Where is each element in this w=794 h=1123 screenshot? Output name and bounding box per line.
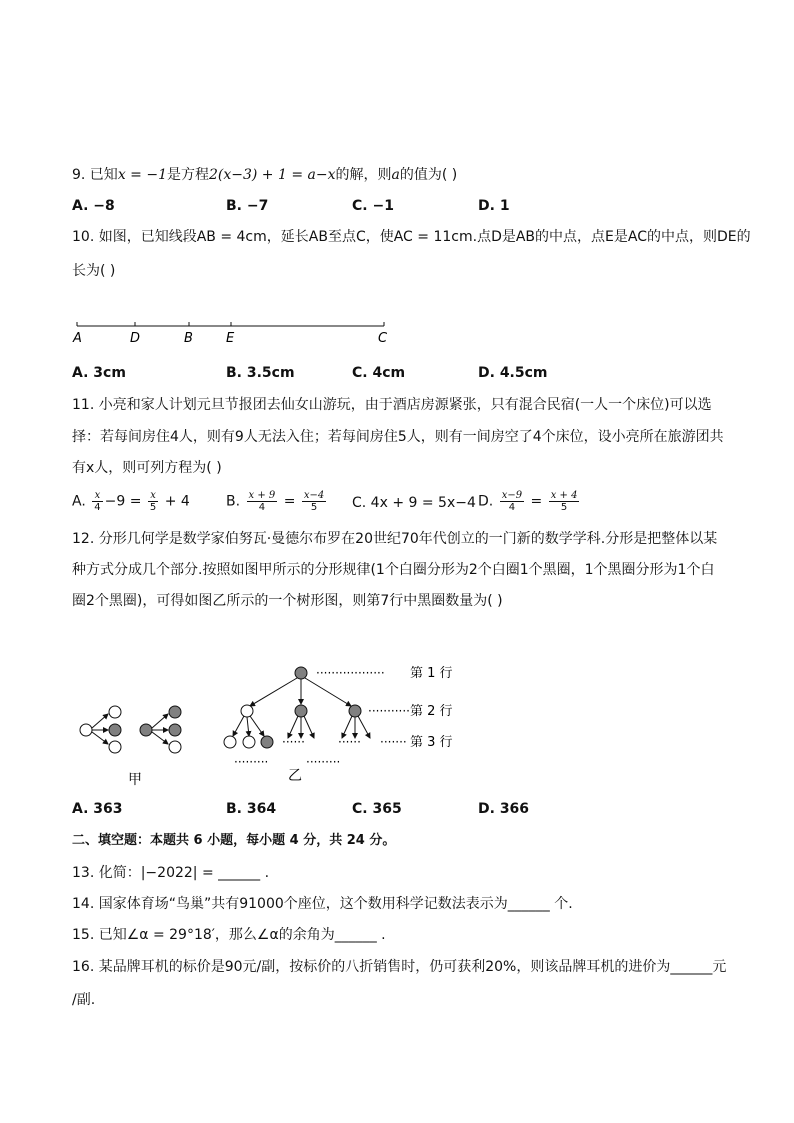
dark-circle bbox=[295, 705, 307, 717]
q12-stem-line1: 12. 分形几何学是数学家伯努瓦·曼德尔布罗在20世纪70年代创立的一门新的数学学科.分形是把整体以某 bbox=[72, 531, 718, 547]
q9-option-c[interactable]: C. −1 bbox=[352, 198, 394, 214]
white-circle bbox=[169, 741, 181, 753]
svg-text:·········: ········· bbox=[306, 755, 341, 769]
q15-stem: 15. 已知∠α = 29°18′，那么∠α的余角为______ . bbox=[72, 927, 386, 943]
section-2-heading: 二、填空题：本题共 6 小题，每小题 4 分，共 24 分。 bbox=[72, 833, 396, 848]
dark-circle bbox=[295, 667, 307, 679]
q11-stem-line1: 11. 小亮和家人计划元旦节报团去仙女山游玩，由于酒店房源紧张，只有混合民宿(一人一个床位)可以选 bbox=[72, 397, 712, 413]
svg-text:···········: ··········· bbox=[368, 704, 410, 718]
q10-option-c[interactable]: C. 4cm bbox=[352, 365, 406, 381]
q9-stem: 9. 已知x = −1是方程2(x−3) + 1 = a−x的解，则a的值为( ) bbox=[72, 167, 458, 183]
svg-text:······: ······ bbox=[282, 735, 305, 749]
q10-segment-figure bbox=[70, 316, 400, 348]
q10-option-a[interactable]: A. 3cm bbox=[72, 365, 126, 381]
white-circle bbox=[80, 724, 92, 736]
q9-equation: 2(x−3) + 1 = a−x bbox=[208, 167, 336, 183]
dark-circle bbox=[140, 724, 152, 736]
fig-label-jia: 甲 bbox=[128, 772, 142, 788]
dark-circle bbox=[169, 724, 181, 736]
dark-circle bbox=[261, 736, 273, 748]
row-label-1: 第 1 行 bbox=[410, 666, 453, 681]
q9-option-b[interactable]: B. −7 bbox=[226, 198, 269, 214]
row-label-3: 第 3 行 bbox=[410, 735, 453, 750]
dark-circle bbox=[169, 706, 181, 718]
point-label-e: E bbox=[226, 331, 235, 346]
q11-option-c[interactable]: C. 4x + 9 = 5x−4 bbox=[352, 495, 476, 511]
q12-stem-line2: 种方式分成几个部分.按照如图甲所示的分形规律(1个白圈分形为2个白圈1个黑圈，1个黑圈分形为1个白 bbox=[72, 562, 715, 578]
q12-figure-yi bbox=[220, 658, 460, 786]
q12-option-a[interactable]: A. 363 bbox=[72, 801, 123, 817]
q12-stem-line3: 圈2个黑圈)，可得如图乙所示的一个树形图，则第7行中黑圈数量为( ) bbox=[72, 593, 503, 609]
q9-option-d[interactable]: D. 1 bbox=[478, 198, 510, 214]
q11-stem-line2: 择：若每间房住4人，则有9人无法入住；若每间房住5人，则有一间房空了4个床位，设小亮所在旅游团共 bbox=[72, 429, 724, 445]
row-label-2: 第 2 行 bbox=[410, 704, 453, 719]
q12-option-d[interactable]: D. 366 bbox=[478, 801, 530, 817]
white-circle bbox=[224, 736, 236, 748]
q9-condition: x = −1 bbox=[117, 167, 167, 183]
point-label-b: B bbox=[184, 331, 193, 346]
q13-stem: 13. 化简：|−2022| = ______ . bbox=[72, 865, 270, 881]
white-circle bbox=[109, 741, 121, 753]
q12-option-c[interactable]: C. 365 bbox=[352, 801, 402, 817]
dark-circle bbox=[349, 705, 361, 717]
svg-text:·········: ········· bbox=[234, 755, 269, 769]
white-circle bbox=[241, 705, 253, 717]
q11-stem-line3: 有x人，则可列方程为( ) bbox=[72, 460, 222, 476]
fig-label-yi: 乙 bbox=[288, 768, 302, 784]
svg-text:··················: ·················· bbox=[316, 666, 385, 680]
q10-stem-line1: 10. 如图，已知线段AB = 4cm，延长AB至点C，使AC = 11cm.点D是AB的中点，点E是AC的中点，则DE的 bbox=[72, 229, 751, 245]
point-label-c: C bbox=[378, 331, 388, 346]
point-label-a: A bbox=[73, 331, 82, 346]
q16-stem-line2: /副. bbox=[72, 992, 96, 1008]
point-label-d: D bbox=[130, 331, 141, 346]
dark-circle bbox=[109, 724, 121, 736]
white-circle bbox=[109, 706, 121, 718]
q14-stem: 14. 国家体育场“鸟巢”共有91000个座位，这个数用科学记数法表示为______ 个. bbox=[72, 896, 573, 912]
white-circle bbox=[243, 736, 255, 748]
q11-option-b[interactable]: B. $\frac{x + 9}{4}$ = $\frac{x-4}{5}$ bbox=[226, 490, 325, 513]
q11-option-d[interactable]: D. $\frac{x-9}{4}$ = $\frac{x + 4}{5}$ bbox=[478, 490, 578, 513]
q10-stem-line2: 长为( ) bbox=[72, 263, 116, 279]
q9-option-a[interactable]: A. −8 bbox=[72, 198, 115, 214]
q16-stem-line1: 16. 某品牌耳机的标价是90元/副，按标价的八折销售时，仍可获利20%，则该品牌耳机的进价为______元 bbox=[72, 959, 727, 975]
svg-text:······: ······ bbox=[338, 735, 361, 749]
q12-figure-jia bbox=[74, 700, 194, 790]
q10-option-d[interactable]: D. 4.5cm bbox=[478, 365, 548, 381]
q10-option-b[interactable]: B. 3.5cm bbox=[226, 365, 295, 381]
svg-text:·······: ······· bbox=[380, 735, 407, 749]
q12-option-b[interactable]: B. 364 bbox=[226, 801, 277, 817]
q11-option-a[interactable]: A. $\frac{x}{4}$ −9 = $\frac{x}{5}$ + 4 bbox=[72, 490, 190, 513]
